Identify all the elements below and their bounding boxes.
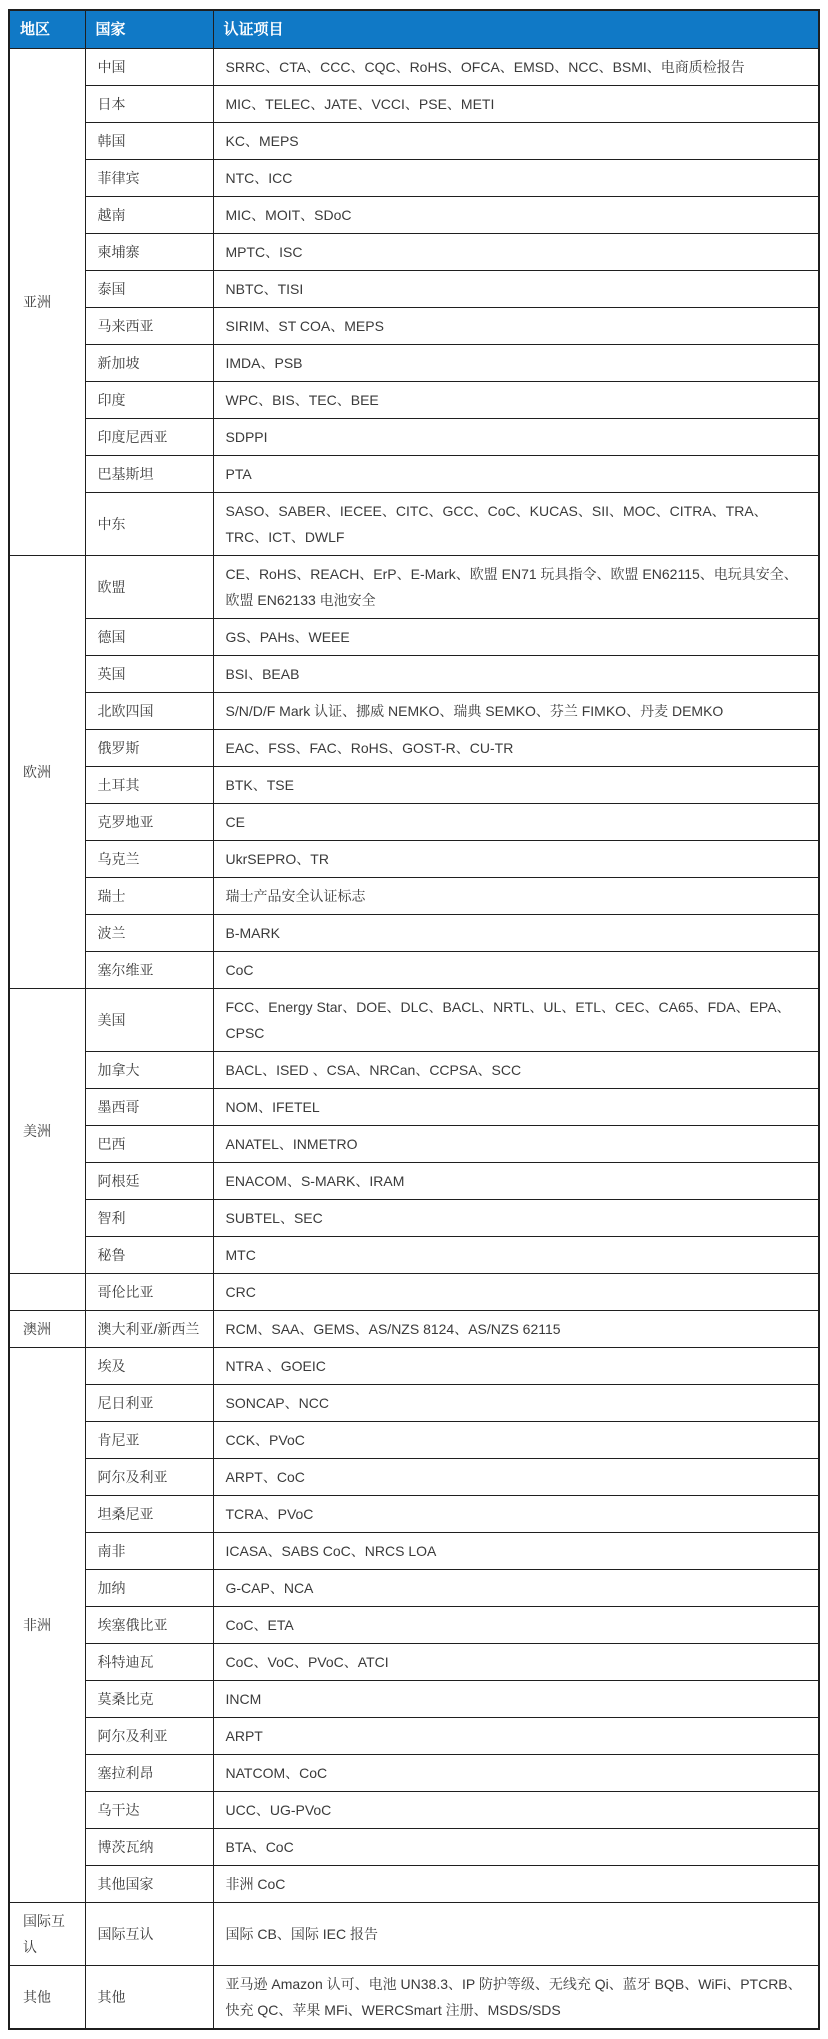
country-cell: 英国	[85, 656, 213, 693]
certification-items-cell: NOM、IFETEL	[213, 1089, 819, 1126]
certification-items-cell: SASO、SABER、IECEE、CITC、GCC、CoC、KUCAS、SII、MOC、CITRA、TRA、TRC、ICT、DWLF	[213, 493, 819, 556]
country-cell: 乌干达	[85, 1792, 213, 1829]
table-row	[9, 656, 819, 693]
country-cell: 埃及	[85, 1348, 213, 1385]
table-row	[9, 1829, 819, 1866]
table-row	[9, 1533, 819, 1570]
country-cell: 德国	[85, 619, 213, 656]
certification-items-cell: ICASA、SABS CoC、NRCS LOA	[213, 1533, 819, 1570]
certification-items-cell: B-MARK	[213, 915, 819, 952]
table-row	[9, 1052, 819, 1089]
country-cell: 印度尼西亚	[85, 419, 213, 456]
certification-items-cell: S/N/D/F Mark 认证、挪威 NEMKO、瑞典 SEMKO、芬兰 FIMKO、丹麦 DEMKO	[213, 693, 819, 730]
certification-items-cell: NTRA 、GOEIC	[213, 1348, 819, 1385]
header-region: 地区	[9, 10, 85, 49]
country-cell: 巴基斯坦	[85, 456, 213, 493]
certification-items-cell: SUBTEL、SEC	[213, 1200, 819, 1237]
region-cell: 国际互认	[9, 1903, 85, 1966]
table-row	[9, 1422, 819, 1459]
table-row	[9, 160, 819, 197]
table-row	[9, 1718, 819, 1755]
table-row	[9, 493, 819, 556]
certification-items-cell: NATCOM、CoC	[213, 1755, 819, 1792]
certification-items-cell: SRRC、CTA、CCC、CQC、RoHS、OFCA、EMSD、NCC、BSMI、电商质检报告	[213, 49, 819, 86]
table-row	[9, 1089, 819, 1126]
country-cell: 阿尔及利亚	[85, 1459, 213, 1496]
country-cell: 加纳	[85, 1570, 213, 1607]
table-row	[9, 952, 819, 989]
table-row	[9, 1385, 819, 1422]
certification-items-cell: INCM	[213, 1681, 819, 1718]
table-row	[9, 1681, 819, 1718]
country-cell: 科特迪瓦	[85, 1644, 213, 1681]
country-cell: 瑞士	[85, 878, 213, 915]
table-row	[9, 1311, 819, 1348]
table-row	[9, 345, 819, 382]
country-cell: 日本	[85, 86, 213, 123]
certification-items-cell: FCC、Energy Star、DOE、DLC、BACL、NRTL、UL、ETL、CEC、CA65、FDA、EPA、CPSC	[213, 989, 819, 1052]
country-cell: 阿根廷	[85, 1163, 213, 1200]
table-row	[9, 915, 819, 952]
certification-items-cell: G-CAP、NCA	[213, 1570, 819, 1607]
country-cell: 肯尼亚	[85, 1422, 213, 1459]
country-cell: 澳大利亚/新西兰	[85, 1311, 213, 1348]
table-row	[9, 878, 819, 915]
table-row	[9, 1459, 819, 1496]
certification-items-cell: MTC	[213, 1237, 819, 1274]
certification-items-cell: BTK、TSE	[213, 767, 819, 804]
table-row	[9, 86, 819, 123]
table-row	[9, 197, 819, 234]
certification-items-cell: ARPT	[213, 1718, 819, 1755]
certification-items-cell: WPC、BIS、TEC、BEE	[213, 382, 819, 419]
certification-items-cell: CE	[213, 804, 819, 841]
table-row	[9, 556, 819, 619]
table-row	[9, 1866, 819, 1903]
table-row	[9, 989, 819, 1052]
certification-items-cell: BTA、CoC	[213, 1829, 819, 1866]
certification-items-cell: CoC	[213, 952, 819, 989]
table-row	[9, 308, 819, 345]
country-cell: 越南	[85, 197, 213, 234]
table-row	[9, 1755, 819, 1792]
country-cell: 克罗地亚	[85, 804, 213, 841]
certification-items-cell: IMDA、PSB	[213, 345, 819, 382]
country-cell: 印度	[85, 382, 213, 419]
country-cell: 柬埔寨	[85, 234, 213, 271]
header-items: 认证项目	[213, 10, 819, 49]
certification-items-cell: CCK、PVoC	[213, 1422, 819, 1459]
cert-table-body	[9, 49, 819, 2030]
certification-items-cell: ENACOM、S-MARK、IRAM	[213, 1163, 819, 1200]
table-row	[9, 767, 819, 804]
country-cell: 美国	[85, 989, 213, 1052]
certification-items-cell: PTA	[213, 456, 819, 493]
region-cell: 亚洲	[9, 49, 85, 556]
certification-items-cell: SDPPI	[213, 419, 819, 456]
certification-items-cell: MIC、TELEC、JATE、VCCI、PSE、METI	[213, 86, 819, 123]
table-row	[9, 271, 819, 308]
country-cell: 菲律宾	[85, 160, 213, 197]
certification-items-cell: ARPT、CoC	[213, 1459, 819, 1496]
certification-table	[8, 9, 820, 2030]
table-row	[9, 1237, 819, 1274]
country-cell: 韩国	[85, 123, 213, 160]
table-row	[9, 1570, 819, 1607]
table-row	[9, 1644, 819, 1681]
country-cell: 阿尔及利亚	[85, 1718, 213, 1755]
table-row	[9, 123, 819, 160]
table-row	[9, 619, 819, 656]
table-row	[9, 1496, 819, 1533]
country-cell: 博茨瓦纳	[85, 1829, 213, 1866]
table-row	[9, 1607, 819, 1644]
country-cell: 马来西亚	[85, 308, 213, 345]
country-cell: 哥伦比亚	[85, 1274, 213, 1311]
country-cell: 塞拉利昂	[85, 1755, 213, 1792]
country-cell: 中国	[85, 49, 213, 86]
country-cell: 俄罗斯	[85, 730, 213, 767]
table-header-row	[9, 10, 819, 49]
certification-items-cell: EAC、FSS、FAC、RoHS、GOST-R、CU-TR	[213, 730, 819, 767]
table-row	[9, 841, 819, 878]
region-cell: 欧洲	[9, 556, 85, 989]
country-cell: 波兰	[85, 915, 213, 952]
table-row	[9, 1200, 819, 1237]
country-cell: 新加坡	[85, 345, 213, 382]
region-cell: 美洲	[9, 989, 85, 1274]
country-cell: 中东	[85, 493, 213, 556]
certification-items-cell: BSI、BEAB	[213, 656, 819, 693]
region-cell: 非洲	[9, 1348, 85, 1903]
country-cell: 智利	[85, 1200, 213, 1237]
table-row	[9, 234, 819, 271]
country-cell: 其他国家	[85, 1866, 213, 1903]
certification-items-cell: GS、PAHs、WEEE	[213, 619, 819, 656]
country-cell: 巴西	[85, 1126, 213, 1163]
country-cell: 莫桑比克	[85, 1681, 213, 1718]
certification-items-cell: UCC、UG-PVoC	[213, 1792, 819, 1829]
table-row	[9, 1792, 819, 1829]
certification-items-cell: TCRA、PVoC	[213, 1496, 819, 1533]
table-row	[9, 1274, 819, 1311]
table-row	[9, 382, 819, 419]
country-cell: 北欧四国	[85, 693, 213, 730]
table-row	[9, 1126, 819, 1163]
certification-items-cell: NBTC、TISI	[213, 271, 819, 308]
region-cell	[9, 1274, 85, 1311]
certification-items-cell: UkrSEPRO、TR	[213, 841, 819, 878]
certification-items-cell: SONCAP、NCC	[213, 1385, 819, 1422]
certification-items-cell: CoC、VoC、PVoC、ATCI	[213, 1644, 819, 1681]
certification-items-cell: 瑞士产品安全认证标志	[213, 878, 819, 915]
country-cell: 欧盟	[85, 556, 213, 619]
table-row	[9, 1903, 819, 1966]
certification-items-cell: RCM、SAA、GEMS、AS/NZS 8124、AS/NZS 62115	[213, 1311, 819, 1348]
table-row	[9, 1966, 819, 2030]
country-cell: 加拿大	[85, 1052, 213, 1089]
region-cell: 其他	[9, 1966, 85, 2030]
certification-items-cell: 非洲 CoC	[213, 1866, 819, 1903]
certification-items-cell: 亚马逊 Amazon 认可、电池 UN38.3、IP 防护等级、无线充 Qi、蓝牙 BQB、WiFi、PTCRB、快充 QC、苹果 MFi、WERCSmart 注册、MSDS/SDS	[213, 1966, 819, 2030]
certification-items-cell: SIRIM、ST COA、MEPS	[213, 308, 819, 345]
region-cell: 澳洲	[9, 1311, 85, 1348]
country-cell: 秘鲁	[85, 1237, 213, 1274]
country-cell: 尼日利亚	[85, 1385, 213, 1422]
table-row	[9, 730, 819, 767]
country-cell: 乌克兰	[85, 841, 213, 878]
table-row	[9, 419, 819, 456]
certification-items-cell: CE、RoHS、REACH、ErP、E-Mark、欧盟 EN71 玩具指令、欧盟 EN62115、电玩具安全、欧盟 EN62133 电池安全	[213, 556, 819, 619]
table-row	[9, 1348, 819, 1385]
table-row	[9, 456, 819, 493]
certification-items-cell: NTC、ICC	[213, 160, 819, 197]
table-row	[9, 804, 819, 841]
certification-items-cell: CRC	[213, 1274, 819, 1311]
table-row	[9, 49, 819, 86]
certification-items-cell: MPTC、ISC	[213, 234, 819, 271]
certification-items-cell: ANATEL、INMETRO	[213, 1126, 819, 1163]
country-cell: 塞尔维亚	[85, 952, 213, 989]
country-cell: 埃塞俄比亚	[85, 1607, 213, 1644]
country-cell: 坦桑尼亚	[85, 1496, 213, 1533]
certification-items-cell: BACL、ISED 、CSA、NRCan、CCPSA、SCC	[213, 1052, 819, 1089]
country-cell: 墨西哥	[85, 1089, 213, 1126]
certification-items-cell: KC、MEPS	[213, 123, 819, 160]
table-row	[9, 693, 819, 730]
country-cell: 泰国	[85, 271, 213, 308]
table-header	[9, 10, 819, 49]
country-cell: 土耳其	[85, 767, 213, 804]
certification-items-cell: MIC、MOIT、SDoC	[213, 197, 819, 234]
table-row	[9, 1163, 819, 1200]
certification-items-cell: CoC、ETA	[213, 1607, 819, 1644]
country-cell: 南非	[85, 1533, 213, 1570]
country-cell: 国际互认	[85, 1903, 213, 1966]
country-cell: 其他	[85, 1966, 213, 2030]
header-country: 国家	[85, 10, 213, 49]
certification-items-cell: 国际 CB、国际 IEC 报告	[213, 1903, 819, 1966]
